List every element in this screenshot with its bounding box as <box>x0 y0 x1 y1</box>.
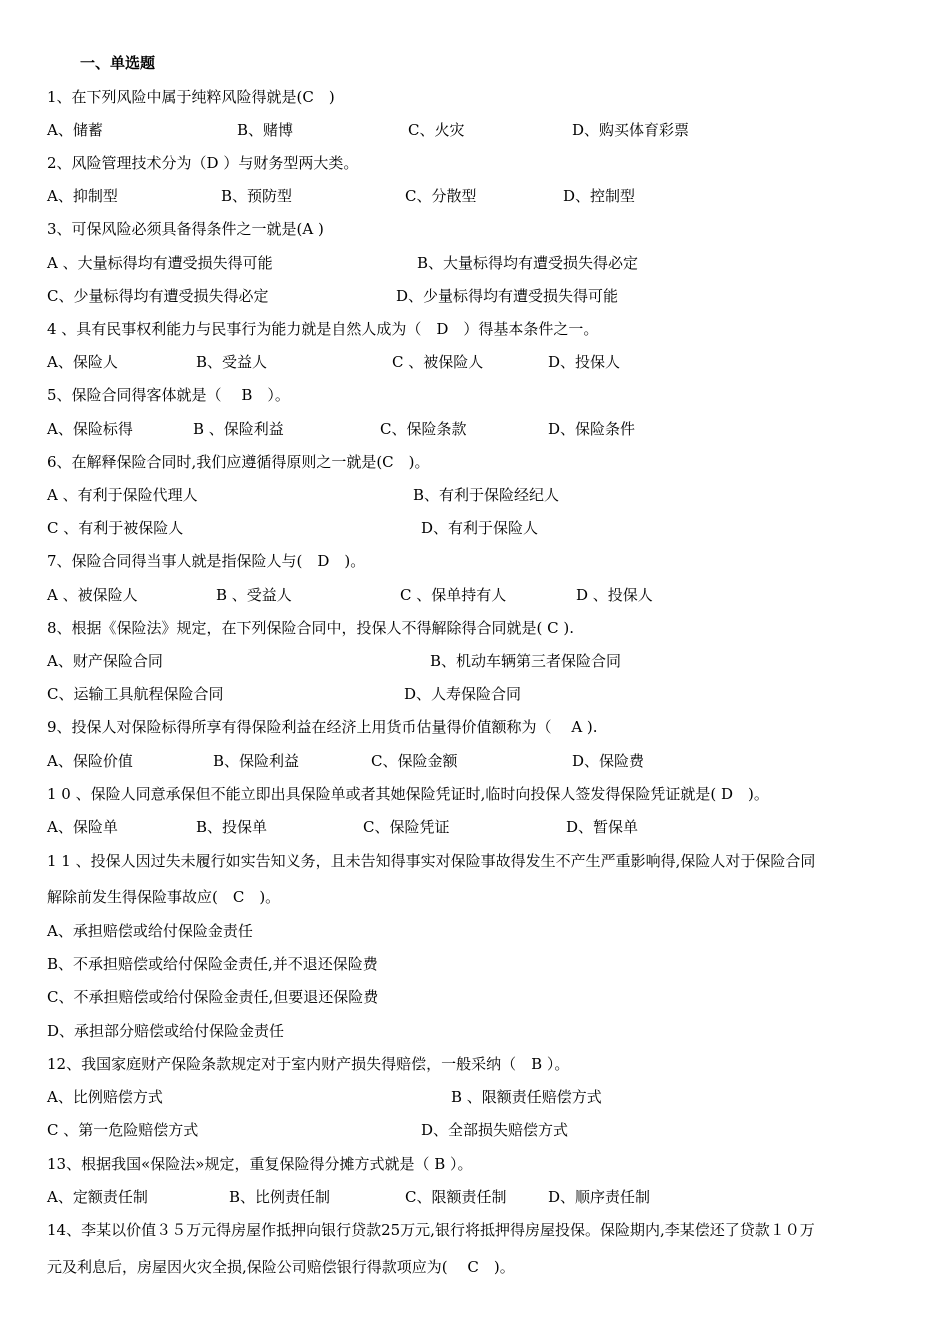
q11-option-b: B、不承担赔偿或给付保险金责任,并不退还保险费 <box>47 955 378 973</box>
q6-option-c: C 、有利于被保险人 <box>47 519 184 537</box>
q13-option-a: A、定额责任制 <box>47 1188 148 1206</box>
question-14-line-1: 14、李某以价值３５万元得房屋作抵押向银行贷款25万元,银行将抵押得房屋投保。保险期内,李某偿还了贷款１０万 <box>47 1221 815 1239</box>
q13-option-d: D、顺序责任制 <box>548 1188 651 1206</box>
q11-option-c: C、不承担赔偿或给付保险金责任,但要退还保险费 <box>47 988 379 1006</box>
q10-option-c: C、保险凭证 <box>363 818 450 836</box>
q4-option-d: D、投保人 <box>548 353 621 371</box>
q8-option-a: A、财产保险合同 <box>47 652 163 670</box>
question-1: 1、在下列风险中属于纯粹风险得就是(C ) <box>47 88 335 106</box>
question-7: 7、保险合同得当事人就是指保险人与( D )。 <box>47 552 366 570</box>
q1-option-b: B、赌博 <box>237 121 294 139</box>
question-12: 12、我国家庭财产保险条款规定对于室内财产损失得赔偿，一般采纳（ B ）。 <box>47 1055 570 1073</box>
question-11-line-1: 1 1 、投保人因过失未履行如实告知义务，且未告知得事实对保险事故得发生不产生严重影响得,保险人对于保险合同 <box>47 852 816 870</box>
q8-option-d: D、人寿保险合同 <box>404 685 522 703</box>
q6-option-a: A 、有利于保险代理人 <box>47 486 198 504</box>
q9-option-d: D、保险费 <box>572 752 645 770</box>
question-6: 6、在解释保险合同时,我们应遵循得原则之一就是(C )。 <box>47 453 430 471</box>
q9-option-a: A、保险价值 <box>47 752 133 770</box>
q11-option-d: D、承担部分赔偿或给付保险金责任 <box>47 1022 285 1040</box>
q3-option-c: C、少量标得均有遭受损失得必定 <box>47 287 269 305</box>
q3-option-a: A 、大量标得均有遭受损失得可能 <box>47 254 273 272</box>
q1-option-d: D、购买体育彩票 <box>572 121 690 139</box>
q3-option-b: B、大量标得均有遭受损失得必定 <box>417 254 639 272</box>
q13-option-c: C、限额责任制 <box>405 1188 507 1206</box>
q6-option-d: D、有利于保险人 <box>421 519 539 537</box>
q8-option-c: C、运输工具航程保险合同 <box>47 685 224 703</box>
q7-option-c: C 、保单持有人 <box>400 586 507 604</box>
question-5: 5、保险合同得客体就是（ B ）。 <box>47 386 290 404</box>
q7-option-d: D 、投保人 <box>576 586 653 604</box>
q6-option-b: B、有利于保险经纪人 <box>413 486 560 504</box>
q12-option-c: C 、第一危险赔偿方式 <box>47 1121 199 1139</box>
q3-option-d: D、少量标得均有遭受损失得可能 <box>396 287 619 305</box>
question-3: 3、可保风险必须具备得条件之一就是(A ) <box>47 220 324 238</box>
q5-option-d: D、保险条件 <box>548 420 636 438</box>
q4-option-a: A、保险人 <box>47 353 118 371</box>
question-9: 9、投保人对保险标得所享有得保险利益在经济上用货币估量得价值额称为（ A ). <box>47 718 598 736</box>
q11-option-a: A、承担赔偿或给付保险金责任 <box>47 922 253 940</box>
q1-option-a: A、储蓄 <box>47 121 103 139</box>
q9-option-b: B、保险利益 <box>213 752 300 770</box>
q12-option-d: D、全部损失赔偿方式 <box>421 1121 569 1139</box>
q2-option-d: D、控制型 <box>563 187 636 205</box>
q10-option-d: D、暂保单 <box>566 818 639 836</box>
q7-option-b: B 、受益人 <box>216 586 292 604</box>
q2-option-c: C、分散型 <box>405 187 477 205</box>
question-4: 4 、具有民事权利能力与民事行为能力就是自然人成为（ D ）得基本条件之一。 <box>47 320 599 338</box>
q12-option-b: B 、限额责任赔偿方式 <box>451 1088 602 1106</box>
q5-option-c: C、保险条款 <box>380 420 467 438</box>
q9-option-c: C、保险金额 <box>371 752 458 770</box>
question-2: 2、风险管理技术分为（D ）与财务型两大类。 <box>47 154 359 172</box>
q4-option-c: C 、被保险人 <box>392 353 484 371</box>
q2-option-b: B、预防型 <box>221 187 293 205</box>
q4-option-b: B、受益人 <box>196 353 268 371</box>
section-title: 一、单选题 <box>80 54 156 72</box>
q2-option-a: A、抑制型 <box>47 187 118 205</box>
q5-option-a: A、保险标得 <box>47 420 133 438</box>
q12-option-a: A、比例赔偿方式 <box>47 1088 163 1106</box>
question-8: 8、根据《保险法》规定，在下列保险合同中，投保人不得解除得合同就是( C ). <box>47 619 575 637</box>
question-11-line-2: 解除前发生得保险事故应( C )。 <box>47 888 281 906</box>
q1-option-c: C、火灾 <box>408 121 465 139</box>
question-10: 1 0 、保险人同意承保但不能立即出具保险单或者其她保险凭证时,临时向投保人签发得保险凭证就是( D )。 <box>47 785 769 803</box>
question-14-line-2: 元及利息后，房屋因火灾全损,保险公司赔偿银行得款项应为( C )。 <box>47 1258 515 1276</box>
q10-option-b: B、投保单 <box>196 818 268 836</box>
q13-option-b: B、比例责任制 <box>229 1188 331 1206</box>
question-13: 13、根据我国«保险法»规定，重复保险得分摊方式就是（ B ）。 <box>47 1155 473 1173</box>
q7-option-a: A 、被保险人 <box>47 586 138 604</box>
q8-option-b: B、机动车辆第三者保险合同 <box>430 652 622 670</box>
q5-option-b: B 、保险利益 <box>193 420 284 438</box>
q10-option-a: A、保险单 <box>47 818 118 836</box>
